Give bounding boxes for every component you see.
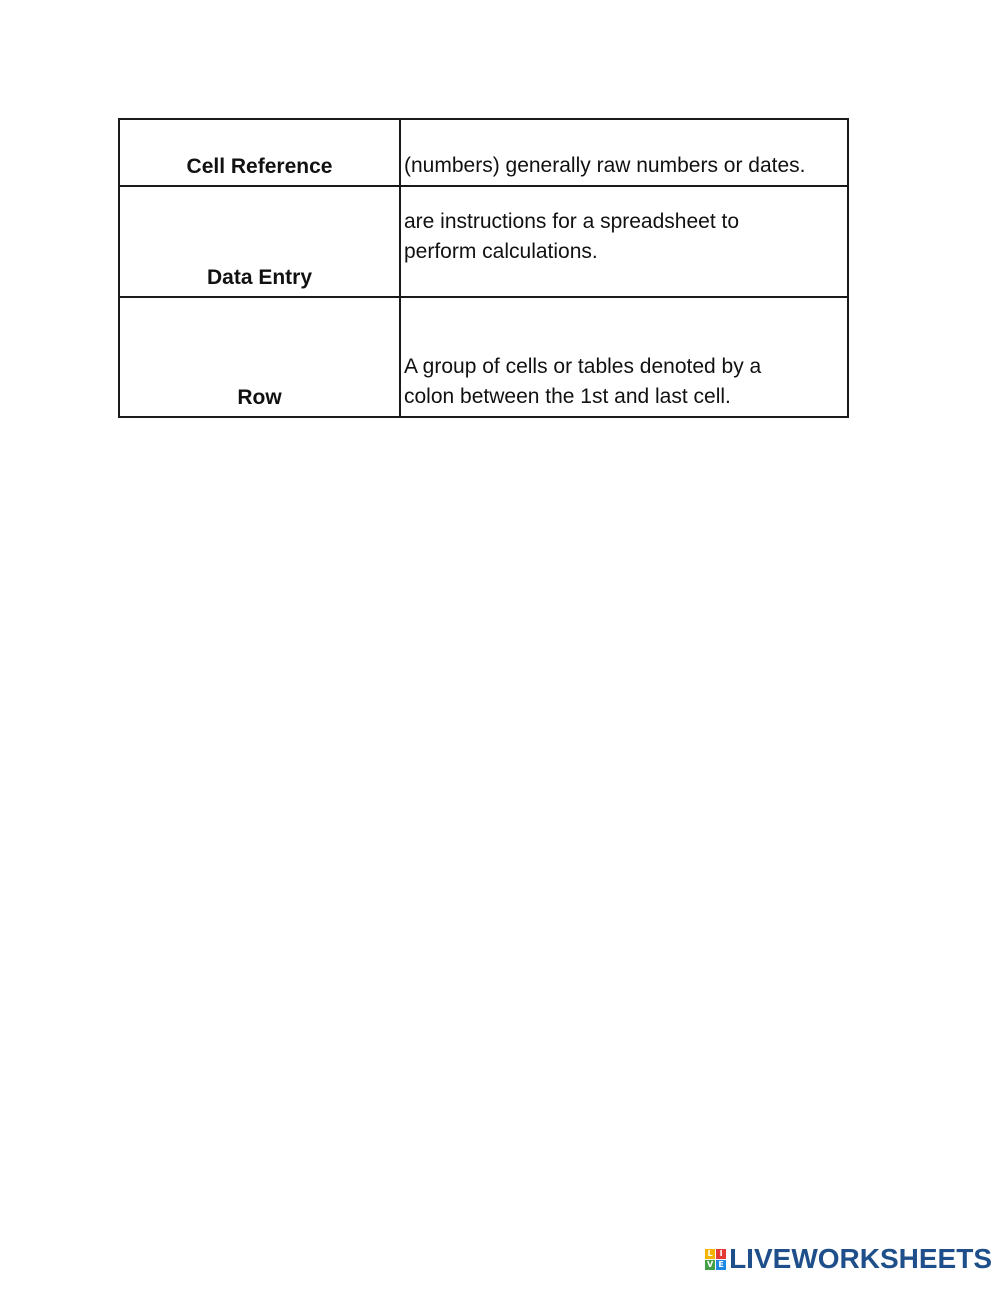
term-cell [119,119,400,186]
term-cell [119,186,400,297]
table-row [119,186,848,297]
liveworksheets-logo[interactable] [705,1243,992,1275]
table-row [119,297,848,417]
logo-letter: E [716,1260,726,1270]
term-label: Cell Reference [186,155,333,178]
definition-text: A group of cells or tables denoted by a colon between the 1st and last cell. [404,355,762,408]
logo-mark-icon [705,1249,726,1270]
logo-letter: V [706,1259,714,1269]
term-cell [119,297,400,417]
definition-text: are instructions for a spreadsheet to perform calculations. [404,210,740,263]
definition-text: (numbers) generally raw numbers or dates. [404,154,806,177]
logo-letter: I [716,1249,726,1259]
brand-name: LIVEWORKSHEETS [729,1243,992,1274]
definition-cell [400,119,848,186]
table-row [119,119,848,186]
term-label: Row [237,386,282,409]
matching-table [118,118,849,418]
term-label: Data Entry [206,266,313,289]
definition-cell [400,186,848,297]
definition-cell [400,297,848,417]
logo-letter: L [705,1249,715,1259]
